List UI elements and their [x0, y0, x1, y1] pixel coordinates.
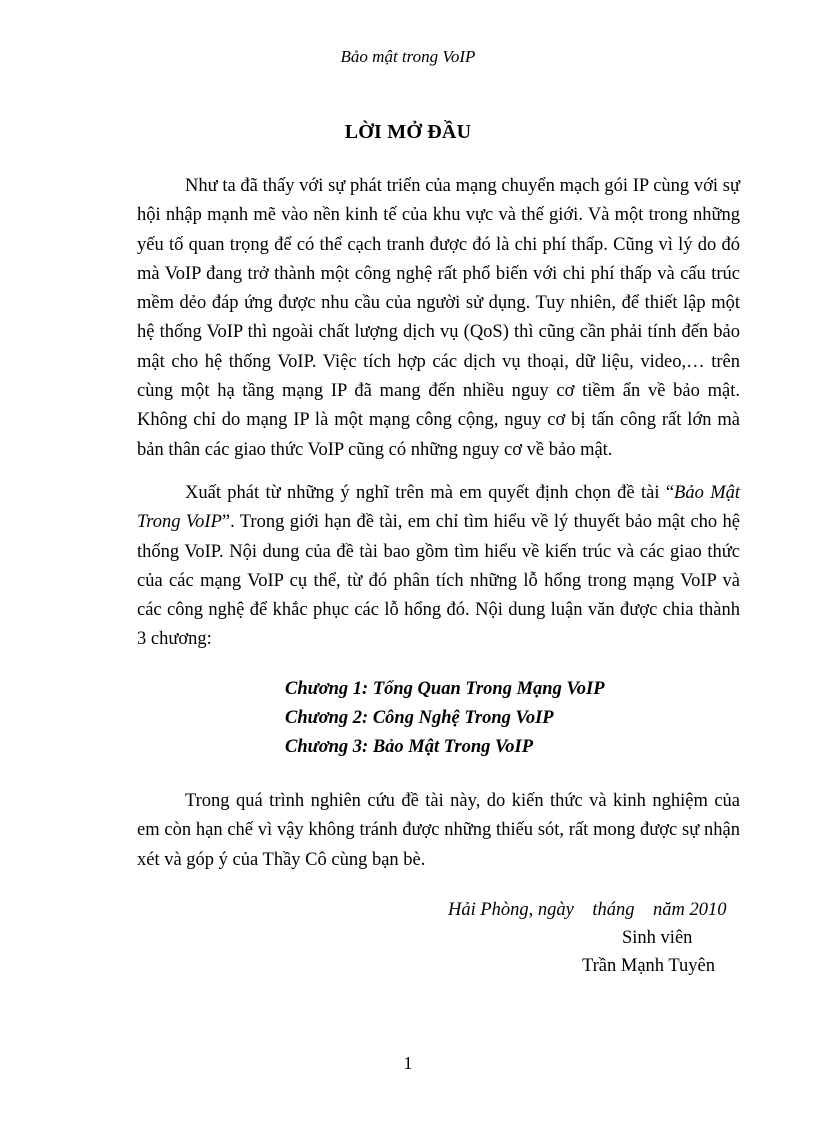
chapter-list — [285, 675, 605, 762]
topic-title: Bảo Mật Trong VoIP — [137, 483, 740, 533]
intro-paragraph-1 — [137, 172, 740, 465]
intro-paragraph-2 — [137, 479, 740, 655]
paragraph-text-before: Xuất phát từ những ý nghĩ trên mà em quyết định chọn đề tài “ — [185, 483, 675, 503]
running-header: Bảo mật trong VoIP — [340, 47, 476, 66]
paragraph-text: Trong quá trình nghiên cứu đề tài này, do kiến thức và kinh nghiệm của em còn hạn chế vì vậy không tránh được những thiếu sót, rất mong được sự nhận xét và góp ý của Thầy Cô cùng bạn bè. — [137, 791, 740, 870]
paragraph-text-after: ”. Trong giới hạn đề tài, em chỉ tìm hiểu về lý thuyết bảo mật cho hệ thống VoIP. Nội dung của đề tài bao gồm tìm hiểu về kiến trúc và các giao thức của các mạng VoIP cụ thể, từ đó phân tích những lỗ hổng trong mạng VoIP và các công nghệ để khắc phục các lỗ hổng đó. Nội dung luận văn được chia thành 3 chương: — [137, 512, 740, 650]
page-number: 1 — [403, 1053, 413, 1073]
paragraph-text — [137, 479, 740, 655]
signer-role: Sinh viên — [622, 928, 693, 948]
chapter-item: Chương 3: Bảo Mật Trong VoIP — [285, 737, 534, 757]
signer-name: Trần Mạnh Tuyên — [582, 956, 715, 976]
chapter-item: Chương 2: Công Nghệ Trong VoIP — [285, 708, 554, 728]
chapter-item: Chương 1: Tổng Quan Trong Mạng VoIP — [285, 679, 605, 699]
closing-paragraph — [137, 787, 740, 875]
page-title: LỜI MỞ ĐẦU — [344, 121, 472, 143]
place-and-date: Hải Phòng, ngày tháng năm 2010 — [448, 900, 727, 920]
paragraph-text: Như ta đã thấy với sự phát triển của mạng chuyển mạch gói IP cùng với sự hội nhập mạnh mẽ vào nền kinh tế của khu vực và thế giới. Và một trong những yếu tố quan trọng để có thể cạch tranh được đó là chi phí thấp. Cũng vì lý do đó mà VoIP đang trở thành một công nghệ rất phổ biến với chi phí thấp và cấu trúc mềm dẻo đáp ứng được nhu cầu của người sử dụng. Tuy nhiên, để thiết lập một hệ thống VoIP thì ngoài chất lượng dịch vụ (QoS) thì cũng cần phải tính đến bảo mật cho hệ thống VoIP. Việc tích hợp các dịch vụ thoại, dữ liệu, video,… trên cùng một hạ tầng mạng IP đã mang đến nhiều nguy cơ tiềm ẩn về bảo mật. Không chỉ do mạng IP là một mạng công cộng, nguy cơ bị tấn công rất lớn mà bản thân các giao thức VoIP cũng có những nguy cơ về bảo mật. — [137, 176, 740, 460]
